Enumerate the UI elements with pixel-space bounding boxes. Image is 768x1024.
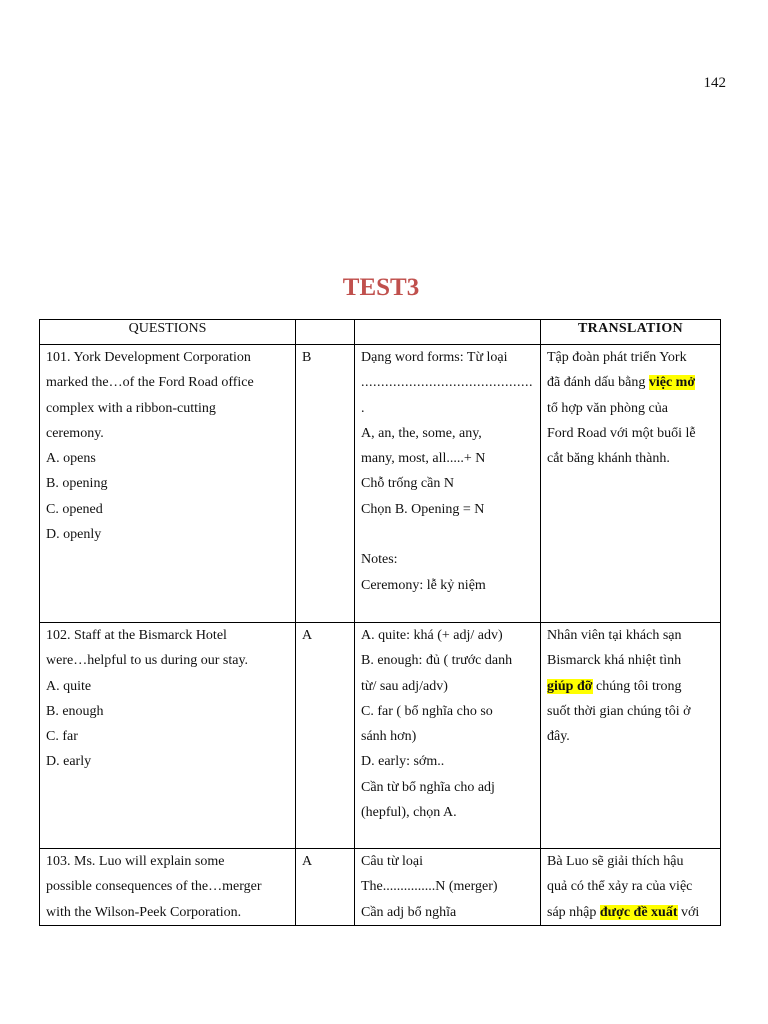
- translation-text: Bismarck khá nhiệt tình: [547, 653, 682, 669]
- translation-text: suốt thời gian chúng tôi ở: [547, 703, 691, 719]
- explanation-text: Cần từ bổ nghĩa cho adj: [361, 779, 495, 795]
- highlighted-phrase: được đề xuất: [599, 904, 678, 920]
- translation-cell: [541, 345, 721, 623]
- explanation-text: B. enough: đủ ( trước danh: [361, 653, 513, 669]
- question-text: were…helpful to us during our stay.: [46, 653, 249, 669]
- explanation-text: The...............N (merger): [361, 879, 498, 895]
- document-title: TEST3: [342, 274, 420, 301]
- translation-text: đây.: [547, 729, 570, 745]
- question-cell: [40, 345, 296, 623]
- explanation-text: Chọn B. Opening = N: [361, 501, 485, 517]
- explanation-text: Cần adj bổ nghĩa: [361, 904, 457, 920]
- explanation-text: A, an, the, some, any,: [361, 425, 482, 441]
- explanation-cell: [355, 345, 541, 623]
- translation-text: đã đánh dấu bằng việc mở: [547, 375, 696, 391]
- answer-cell: A: [296, 849, 355, 926]
- translation-text: Ford Road với một buổi lễ: [547, 425, 696, 441]
- option-d: D. openly: [46, 527, 102, 543]
- option-d: D. early: [46, 754, 92, 770]
- table-row: [40, 849, 721, 926]
- option-c: C. opened: [46, 501, 103, 517]
- highlighted-phrase: giúp đỡ: [547, 678, 593, 694]
- translation-cell: [541, 849, 721, 926]
- translation-text: sáp nhập được đề xuất với: [547, 904, 700, 920]
- translation-text: quả có thể xảy ra của việc: [547, 879, 693, 895]
- explanation-text: Chỗ trống cần N: [361, 476, 454, 492]
- question-text: possible consequences of the…merger: [46, 879, 262, 895]
- explanation-text: Ceremony: lễ kỷ niệm: [361, 577, 486, 593]
- question-text: ceremony.: [46, 425, 104, 441]
- explanation-text: Notes:: [361, 552, 398, 568]
- translation-cell: [541, 623, 721, 849]
- questions-table: [39, 319, 721, 926]
- translation-text: giúp đỡ chúng tôi trong: [547, 678, 682, 694]
- translation-text: Tập đoàn phát triển York: [547, 350, 687, 365]
- explanation-text: từ/ sau adj/adv): [361, 678, 448, 694]
- option-a: A. opens: [46, 451, 96, 467]
- translation-text: tổ hợp văn phòng của: [547, 400, 668, 416]
- question-text: complex with a ribbon-cutting: [46, 400, 216, 416]
- option-b: B. enough: [46, 703, 104, 719]
- table-row: [40, 623, 721, 849]
- question-text: 102. Staff at the Bismarck Hotel: [46, 628, 227, 643]
- explanation-text: D. early: sớm..: [361, 754, 445, 770]
- header-questions: QUESTIONS: [40, 320, 296, 345]
- question-text: 101. York Development Corporation: [46, 350, 251, 365]
- page-number: 142: [703, 75, 726, 91]
- question-text: 103. Ms. Luo will explain some: [46, 854, 225, 869]
- header-answer: [296, 320, 355, 345]
- explanation-text: .: [361, 400, 365, 416]
- explanation-cell: [355, 623, 541, 849]
- explanation-text: many, most, all.....+ N: [361, 451, 486, 467]
- explanation-text: sánh hơn): [361, 729, 417, 745]
- header-explanation: [355, 320, 541, 345]
- option-c: C. far: [46, 729, 78, 745]
- question-text: with the Wilson-Peek Corporation.: [46, 904, 242, 920]
- explanation-cell: [355, 849, 541, 926]
- explanation-spacer: [361, 522, 534, 547]
- answer-cell: B: [296, 345, 355, 623]
- question-cell: [40, 623, 296, 849]
- option-b: B. opening: [46, 476, 108, 492]
- translation-text: Nhân viên tại khách sạn: [547, 628, 682, 643]
- highlighted-phrase: việc mở: [648, 375, 696, 391]
- explanation-text: A. quite: khá (+ adj/ adv): [361, 628, 503, 643]
- explanation-text: (hepful), chọn A.: [361, 805, 457, 821]
- explanation-text: C. far ( bổ nghĩa cho so: [361, 703, 493, 719]
- table-header-row: [40, 320, 721, 345]
- explanation-text: Câu từ loại: [361, 854, 424, 869]
- option-a: A. quite: [46, 678, 92, 694]
- table-row: [40, 345, 721, 623]
- explanation-text: Dạng word forms: Từ loại: [361, 350, 508, 365]
- explanation-dots: ...........................................: [361, 375, 533, 391]
- translation-text: Bà Luo sẽ giải thích hậu: [547, 854, 684, 869]
- answer-cell: A: [296, 623, 355, 849]
- question-cell: [40, 849, 296, 926]
- header-translation: TRANSLATION: [541, 320, 721, 345]
- translation-text: cắt băng khánh thành.: [547, 451, 670, 467]
- question-text: marked the…of the Ford Road office: [46, 375, 254, 391]
